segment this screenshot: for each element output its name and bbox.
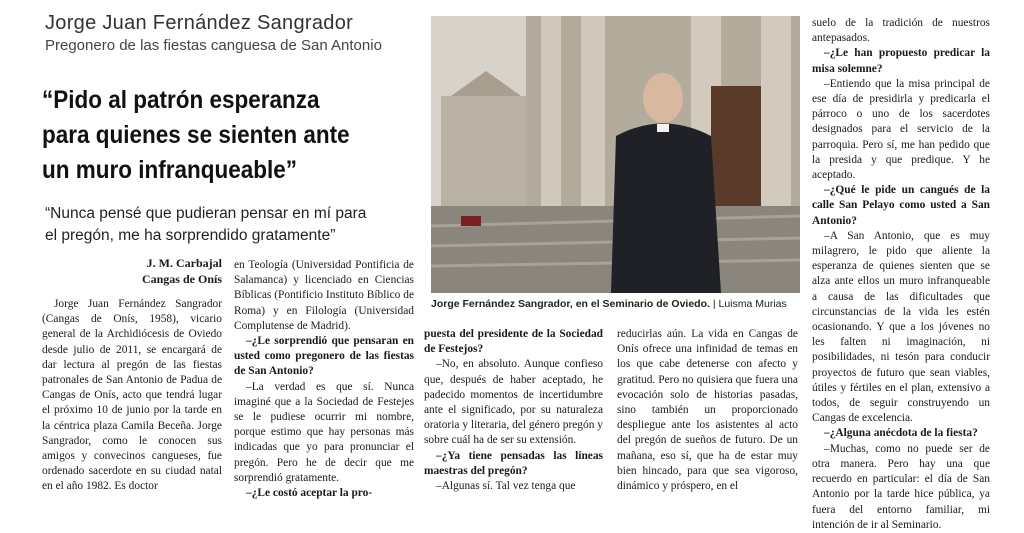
paragraph: Jorge Juan Fernández Sangrador (Cangas de Onís, 1958), vicario general de la Archidiócesis de Oviedo desde julio de 2011, se encargará de dar lectura al pregón de las fiestas patronales de San Antonio de Padua de Cangas de Onís, acto que tendrá lugar el próximo 10 de junio por la tarde en la céntrica plaza Camila Beceña. Jorge Sangrador, como le conocen sus amigos y convecinos cangueses, fue ordenado sacerdote en su ciudad natal en el año 1982. Es doctor xyxy=(42,298,222,493)
answer: reducirlas aún. La vida en Cangas de Onís ofrece una infinidad de temas en los que cabe detenerse con afecto y gratitud. Pero no quisiera que fuera una evocación solo de historias pasadas, sino también un proporcionado despliegue ante los asistentes al acto del pregón de sueños de futuro. De un mañana, eso sí, que ha de estar muy bien hincado, para que sea vigoroso, dinámico y próspero, en el xyxy=(617,328,798,493)
answer: –Algunas sí. Tal vez tenga que xyxy=(436,480,576,493)
question: –¿Le costó aceptar la pro- xyxy=(246,487,373,500)
article-column-4 xyxy=(617,327,798,494)
caption-credit: | Luisma Murias xyxy=(712,298,787,310)
question: –¿Le han propuesto predicar la misa solemne? xyxy=(812,47,990,75)
article-column-3 xyxy=(424,327,603,494)
byline-place: Cangas de Onís xyxy=(141,272,222,286)
author-role: Pregonero de las fiestas canguesa de San Antonio xyxy=(45,37,382,54)
answer: –Entiendo que la misa principal de ese día de presidirla y predicarla el párroco o uno de los sacerdotes designados para el servicio de la parroquia. Pero sí, me han pedido que la presida y que predique. Y he aceptado. xyxy=(812,77,990,182)
question: –¿Qué le pide un cangués de la calle San Pelayo como usted a San Antonio? xyxy=(812,184,990,227)
photo-illustration xyxy=(431,16,800,293)
paragraph: en Teología (Universidad Pontificia de Salamanca) y licenciado en Ciencias Bíblicas (Pontificio Instituto Bíblico de Roma) y en Filología (Universidad Complutense de Madrid). xyxy=(234,259,414,332)
photo-caption xyxy=(431,298,800,310)
question: –¿Alguna anécdota de la fiesta? xyxy=(824,427,978,440)
question: –¿Le sorprendió que pensaran en usted como pregonero de las fiestas de San Antonio? xyxy=(234,335,414,378)
subheadline: “Nunca pensé que pudieran pensar en mí para el pregón, me ha sorprendido gratamente” xyxy=(45,205,367,244)
byline xyxy=(42,255,222,289)
question: –¿Ya tiene pensadas las líneas maestras del pregón? xyxy=(424,449,603,477)
answer: suelo de la tradición de nuestros antepasados. xyxy=(812,17,990,45)
byline-author: J. M. Carbajal xyxy=(146,256,222,270)
headline: “Pido al patrón esperanza para quienes se sienten ante un muro infranqueable” xyxy=(42,86,350,184)
answer: –No, en absoluto. Aunque confieso que, después de haber aceptado, he padecido momentos de incertidumbre ante el significado, por su naturaleza oratoria y literaria, del género pregón y sobre cuál ha de ser su extensión. xyxy=(424,358,603,447)
answer: –A San Antonio, que es muy milagrero, le pido que aliente la esperanza de quienes sienten que se alza ante ellos un muro infranqueable a causa de las dificultades que circunstancias de la vida les estén ocasionando. Y que a los jóvenes no les falten ni imaginación, ni posibilidades, ni tesón para conducir proyectos de futuro que sean viables, útiles y fértiles en el plan, extensivo a todos, de seguir construyendo un Cangas de excelencia. xyxy=(812,229,990,425)
caption-text: Jorge Fernández Sangrador, en el Seminario de Oviedo. xyxy=(431,298,710,310)
answer: –La verdad es que sí. Nunca imaginé que a la Sociedad de Festejes se le pudiese ocurrir mi nombre, porque estimo que hay personas más indicadas que yo para pronunciar el pregón. Pero he de decir que me sorprendió gratamente. xyxy=(234,380,414,484)
answer: –Muchas, como no puede ser de otra manera. Pero hay una que recuerdo en particular: el día de San Antonio por la tarde hice pública, ya fuera del entorno familiar, mi intención de ir al Seminario. xyxy=(812,442,990,531)
article-photo xyxy=(431,16,800,293)
author-name-heading: Jorge Juan Fernández Sangrador xyxy=(45,12,354,34)
article-column-5 xyxy=(812,16,990,533)
article-column-2 xyxy=(234,258,414,501)
article-column-1 xyxy=(42,255,222,495)
question: puesta del presidente de la Sociedad de Festejos? xyxy=(424,328,603,356)
